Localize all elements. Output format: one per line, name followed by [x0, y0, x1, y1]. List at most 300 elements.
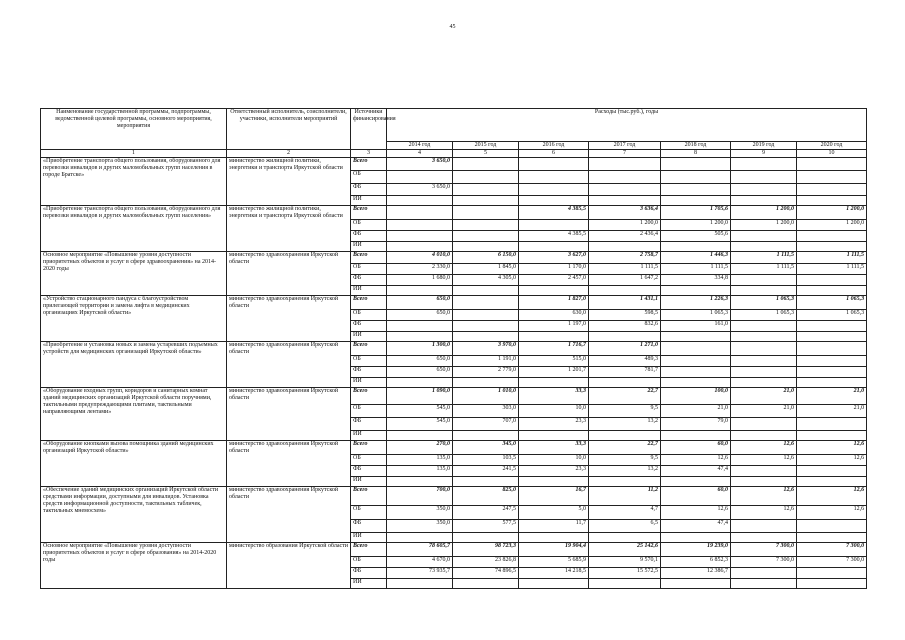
funding-source: ИИ — [351, 378, 387, 388]
funding-source: ОБ — [351, 506, 387, 520]
expense-value — [519, 286, 589, 296]
activity-name: «Приобретение и установка новых и замена устаревших подъемных устройств для медицинских организаций Иркутской области» — [41, 342, 227, 388]
expense-value — [519, 431, 589, 441]
funding-source: ИИ — [351, 579, 387, 589]
expense-value: 5 685,9 — [519, 557, 589, 568]
expense-value: 505,6 — [661, 231, 731, 242]
expense-value — [519, 533, 589, 543]
expense-value — [797, 332, 867, 342]
expense-value: 135,0 — [387, 466, 453, 477]
expense-value — [453, 431, 519, 441]
expense-value — [387, 206, 453, 220]
responsible-executor: министерство здравоохранения Иркутской области — [227, 487, 351, 543]
expense-value — [661, 431, 731, 441]
funding-source: ОБ — [351, 455, 387, 466]
expense-value — [453, 206, 519, 220]
expense-value — [589, 171, 661, 184]
expense-value: 23,3 — [519, 466, 589, 477]
expense-value: 4 385,5 — [519, 231, 589, 242]
expense-value — [387, 242, 453, 252]
expense-value — [797, 356, 867, 367]
expense-value: 1 065,3 — [731, 296, 797, 310]
expense-value: 1 170,0 — [519, 264, 589, 275]
expense-value: 12,6 — [731, 506, 797, 520]
expense-value — [387, 220, 453, 231]
expense-value: 4 010,0 — [387, 252, 453, 264]
expense-value — [387, 533, 453, 543]
expense-value — [797, 286, 867, 296]
expense-value — [731, 184, 797, 196]
expense-value — [731, 231, 797, 242]
expense-value: 13,2 — [589, 466, 661, 477]
expense-value: 1 111,5 — [797, 264, 867, 275]
header-year: 2018 год — [661, 142, 731, 150]
expense-value — [731, 367, 797, 378]
funding-source: Всего — [351, 543, 387, 557]
expense-value: 489,3 — [589, 356, 661, 367]
expense-value — [731, 533, 797, 543]
expense-value: 10,0 — [519, 455, 589, 466]
header-year: 2017 год — [589, 142, 661, 150]
expense-value: 1 845,0 — [453, 264, 519, 275]
expense-value: 650,0 — [387, 310, 453, 321]
expense-value — [661, 196, 731, 206]
expense-value — [589, 477, 661, 487]
expense-value: 1 200,0 — [797, 206, 867, 220]
expense-value: 832,6 — [589, 321, 661, 332]
expense-value: 22,7 — [589, 441, 661, 455]
expense-value — [589, 158, 661, 171]
expense-value: 1 647,2 — [589, 275, 661, 286]
expenses-table — [40, 108, 867, 589]
expense-value: 21,0 — [797, 388, 867, 405]
header-year: 2016 год — [519, 142, 589, 150]
funding-source: ФБ — [351, 520, 387, 533]
expense-value: 1 010,0 — [453, 388, 519, 405]
expense-value — [661, 533, 731, 543]
funding-source: Всего — [351, 158, 387, 171]
expense-value — [453, 321, 519, 332]
expense-value — [519, 220, 589, 231]
expense-value — [387, 477, 453, 487]
expense-value: 7 300,0 — [797, 543, 867, 557]
expense-value — [731, 275, 797, 286]
column-number: 3 — [351, 150, 387, 158]
expense-value: 2 457,0 — [519, 275, 589, 286]
column-number: 4 — [387, 150, 453, 158]
expense-value: 303,0 — [453, 405, 519, 418]
table-row — [41, 296, 867, 310]
expense-value: 98 723,3 — [453, 543, 519, 557]
expense-value: 4,7 — [589, 506, 661, 520]
column-number: 9 — [731, 150, 797, 158]
expense-value — [661, 242, 731, 252]
expense-value: 9,5 — [589, 455, 661, 466]
funding-source: Всего — [351, 296, 387, 310]
expense-value: 700,0 — [387, 487, 453, 506]
funding-source: Всего — [351, 441, 387, 455]
expense-value: 78 605,7 — [387, 543, 453, 557]
responsible-executor: министерство образования Иркутской области — [227, 543, 351, 589]
expense-value: 1 111,5 — [797, 252, 867, 264]
expense-value: 12 386,7 — [661, 568, 731, 579]
expense-value — [589, 533, 661, 543]
expense-value: 10,0 — [519, 405, 589, 418]
expense-value — [797, 533, 867, 543]
expense-value: 1 271,0 — [589, 342, 661, 356]
expense-value: 9,5 — [589, 405, 661, 418]
expense-value — [387, 321, 453, 332]
funding-source: ОБ — [351, 557, 387, 568]
expense-value — [519, 171, 589, 184]
expense-value — [797, 275, 867, 286]
expense-value — [731, 332, 797, 342]
expense-value: 47,4 — [661, 520, 731, 533]
expense-value: 334,8 — [661, 275, 731, 286]
table-row — [41, 206, 867, 220]
expense-value: 6,5 — [589, 520, 661, 533]
funding-source: ОБ — [351, 171, 387, 184]
expense-value: 12,6 — [797, 506, 867, 520]
expense-value: 11,2 — [589, 487, 661, 506]
funding-source: ФБ — [351, 231, 387, 242]
expense-value — [731, 342, 797, 356]
table-body — [41, 158, 867, 589]
expense-value: 1 111,5 — [731, 252, 797, 264]
funding-source: Всего — [351, 342, 387, 356]
expense-value: 60,0 — [661, 441, 731, 455]
expense-value: 47,4 — [661, 466, 731, 477]
expense-value: 825,0 — [453, 487, 519, 506]
expense-value: 1 431,1 — [589, 296, 661, 310]
funding-source: ИИ — [351, 431, 387, 441]
funding-source: ИИ — [351, 332, 387, 342]
expense-value — [387, 196, 453, 206]
expense-value: 4 670,0 — [387, 557, 453, 568]
funding-source: ФБ — [351, 466, 387, 477]
expense-value — [797, 171, 867, 184]
expense-value: 2 436,4 — [589, 231, 661, 242]
expense-value — [797, 242, 867, 252]
page-number: 45 — [449, 24, 456, 30]
expense-value: 4 305,0 — [453, 275, 519, 286]
expense-value — [661, 342, 731, 356]
expense-value: 545,0 — [387, 418, 453, 431]
expense-value: 22,7 — [589, 388, 661, 405]
expense-value: 5,0 — [519, 506, 589, 520]
column-number: 5 — [453, 150, 519, 158]
expense-value: 1 680,0 — [387, 275, 453, 286]
expense-value — [731, 568, 797, 579]
expense-value: 2 758,7 — [589, 252, 661, 264]
column-number: 10 — [797, 150, 867, 158]
expense-value — [589, 378, 661, 388]
table-row — [41, 158, 867, 171]
expense-value — [797, 158, 867, 171]
expense-value: 33,3 — [519, 388, 589, 405]
activity-name: Основное мероприятие «Повышение уровня доступности приоритетных объектов и услуг в сфере образования» на 2014-2020 годы — [41, 543, 227, 589]
activity-name: «Оборудование кнопками вызова помощника зданий медицинских организаций Иркутской области» — [41, 441, 227, 487]
expense-value — [731, 477, 797, 487]
expense-value: 577,5 — [453, 520, 519, 533]
expense-value: 73 935,7 — [387, 568, 453, 579]
expense-value: 12,6 — [731, 455, 797, 466]
expense-value: 781,7 — [589, 367, 661, 378]
expense-value: 1 191,0 — [453, 356, 519, 367]
expense-value: 650,0 — [387, 296, 453, 310]
expense-value — [453, 332, 519, 342]
expense-value — [519, 579, 589, 589]
expense-value: 7 300,0 — [797, 557, 867, 568]
expense-value: 13,2 — [589, 418, 661, 431]
expense-value: 650,0 — [387, 367, 453, 378]
table-row — [41, 441, 867, 455]
expense-value: 3 650,0 — [387, 184, 453, 196]
header-responsible: Ответственный исполнитель, соисполнители, участники, исполнители мероприятий — [227, 109, 351, 150]
expense-value: 545,0 — [387, 405, 453, 418]
expense-value — [453, 310, 519, 321]
expense-value: 1 111,5 — [661, 264, 731, 275]
expense-value: 21,0 — [731, 405, 797, 418]
expense-value — [731, 418, 797, 431]
expense-value — [661, 367, 731, 378]
expense-value — [589, 431, 661, 441]
expense-value — [731, 356, 797, 367]
expense-value: 1 090,0 — [387, 388, 453, 405]
table-row — [41, 388, 867, 405]
funding-source: ОБ — [351, 220, 387, 231]
expense-value: 1 200,0 — [661, 220, 731, 231]
expense-value — [519, 196, 589, 206]
expense-value: 1 446,3 — [661, 252, 731, 264]
funding-source: ИИ — [351, 477, 387, 487]
expense-value — [453, 184, 519, 196]
expense-value — [661, 171, 731, 184]
expense-value — [797, 378, 867, 388]
expense-value: 11,7 — [519, 520, 589, 533]
expense-value: 19 904,4 — [519, 543, 589, 557]
header-year: 2020 год — [797, 142, 867, 150]
expense-value: 12,6 — [731, 487, 797, 506]
activity-name: «Приобретение транспорта общего пользования, оборудованного для перевозки инвалидов и других маломобильных групп населения в городе Братске» — [41, 158, 227, 206]
activity-name: «Оборудование входных групп, коридоров и санитарных комнат зданий медицинских организаций Иркутской области поручнями, тактильными предупреждающими плитами, тактильными направляющими лентами» — [41, 388, 227, 441]
expense-value: 345,0 — [453, 441, 519, 455]
funding-source: ИИ — [351, 533, 387, 543]
expense-value: 1 200,0 — [797, 220, 867, 231]
expense-value: 247,5 — [453, 506, 519, 520]
expense-value — [661, 477, 731, 487]
expense-value — [589, 286, 661, 296]
funding-source: ФБ — [351, 367, 387, 378]
expense-value — [797, 520, 867, 533]
expense-value — [519, 378, 589, 388]
responsible-executor: министерство здравоохранения Иркутской области — [227, 342, 351, 388]
expense-value: 270,0 — [387, 441, 453, 455]
table-row — [41, 252, 867, 264]
funding-source: Всего — [351, 252, 387, 264]
expense-value: 1 111,5 — [731, 264, 797, 275]
expense-value — [589, 332, 661, 342]
expense-value: 60,0 — [661, 487, 731, 506]
expense-value — [797, 431, 867, 441]
expense-value: 350,0 — [387, 506, 453, 520]
funding-source: ОБ — [351, 264, 387, 275]
expense-value: 707,0 — [453, 418, 519, 431]
expense-value: 21,0 — [797, 405, 867, 418]
expense-value: 350,0 — [387, 520, 453, 533]
expense-value — [797, 466, 867, 477]
expense-value: 3 636,4 — [589, 206, 661, 220]
expense-value — [453, 231, 519, 242]
expense-value: 1 065,3 — [661, 310, 731, 321]
expense-value — [589, 579, 661, 589]
expense-value: 19 239,0 — [661, 543, 731, 557]
activity-name: «Обеспечение зданий медицинских организаций Иркутской области средствами информации, доступными для инвалидов. Установка средств информационной доступности, тактильных табличек, тактильных мнемосхем» — [41, 487, 227, 543]
expense-value — [731, 242, 797, 252]
header-name: Наименование государственной программы, подпрограммы, ведомственной целевой программы, основного мероприятия, мероприятия — [41, 109, 227, 150]
expense-value: 100,0 — [661, 388, 731, 405]
responsible-executor: министерство здравоохранения Иркутской области — [227, 252, 351, 296]
expense-value: 6 150,0 — [453, 252, 519, 264]
expense-value: 4 385,5 — [519, 206, 589, 220]
expense-value — [519, 477, 589, 487]
expense-value — [661, 184, 731, 196]
funding-source: ОБ — [351, 310, 387, 321]
expense-value — [661, 332, 731, 342]
expense-value: 12,6 — [731, 441, 797, 455]
expense-value: 12,6 — [797, 455, 867, 466]
expense-value: 14 218,5 — [519, 568, 589, 579]
header-year: 2014 год — [387, 142, 453, 150]
expense-value: 21,0 — [731, 388, 797, 405]
column-number: 7 — [589, 150, 661, 158]
activity-name: Основное мероприятие «Повышение уровня доступности приоритетных объектов и услуг в сфере здравоохранения» на 2014-2020 годы — [41, 252, 227, 296]
expense-value — [387, 378, 453, 388]
expense-value — [453, 378, 519, 388]
expense-value — [453, 286, 519, 296]
expense-value: 103,5 — [453, 455, 519, 466]
expense-value: 1 705,6 — [661, 206, 731, 220]
funding-source: ИИ — [351, 242, 387, 252]
expense-value — [731, 579, 797, 589]
expense-value: 21,0 — [661, 405, 731, 418]
expense-value: 515,0 — [519, 356, 589, 367]
expense-value: 9 570,1 — [589, 557, 661, 568]
expense-value: 16,7 — [519, 487, 589, 506]
table-row — [41, 543, 867, 557]
expense-value: 15 572,5 — [589, 568, 661, 579]
expense-value — [661, 158, 731, 171]
funding-source: ФБ — [351, 184, 387, 196]
column-number: 6 — [519, 150, 589, 158]
expense-value: 1 226,3 — [661, 296, 731, 310]
expense-value: 3 627,0 — [519, 252, 589, 264]
expense-value: 1 716,7 — [519, 342, 589, 356]
expense-value: 3 650,0 — [387, 158, 453, 171]
column-number: 1 — [41, 150, 227, 158]
funding-source: ФБ — [351, 275, 387, 286]
expense-value — [453, 196, 519, 206]
expense-value — [797, 342, 867, 356]
expense-value: 135,0 — [387, 455, 453, 466]
table-row — [41, 487, 867, 506]
expense-value: 23 826,8 — [453, 557, 519, 568]
expense-value: 1 827,0 — [519, 296, 589, 310]
expense-value: 12,6 — [797, 441, 867, 455]
header-sources: Источники финансирования — [351, 109, 387, 150]
column-number: 8 — [661, 150, 731, 158]
expense-value — [589, 196, 661, 206]
expense-value — [797, 367, 867, 378]
expense-value: 1 197,0 — [519, 321, 589, 332]
expense-value — [387, 286, 453, 296]
funding-source: ФБ — [351, 418, 387, 431]
column-number: 2 — [227, 150, 351, 158]
expense-value — [589, 184, 661, 196]
expense-value: 7 300,0 — [731, 543, 797, 557]
expense-value: 1 065,3 — [731, 310, 797, 321]
funding-source: ФБ — [351, 321, 387, 332]
expense-value: 1 300,0 — [387, 342, 453, 356]
expense-value: 1 111,5 — [589, 264, 661, 275]
responsible-executor: министерство жилищной политики, энергетики и транспорта Иркутской области — [227, 158, 351, 206]
expense-value: 23,3 — [519, 418, 589, 431]
expense-value — [519, 158, 589, 171]
expense-value: 630,0 — [519, 310, 589, 321]
responsible-executor: министерство здравоохранения Иркутской области — [227, 388, 351, 441]
expense-value — [519, 184, 589, 196]
expense-value: 161,0 — [661, 321, 731, 332]
funding-source: Всего — [351, 388, 387, 405]
expense-value — [731, 520, 797, 533]
funding-source: ИИ — [351, 196, 387, 206]
expense-value — [519, 242, 589, 252]
expense-value: 3 970,0 — [453, 342, 519, 356]
expense-value: 1 200,0 — [731, 206, 797, 220]
header-year: 2019 год — [731, 142, 797, 150]
expense-value: 74 896,5 — [453, 568, 519, 579]
expense-value — [731, 378, 797, 388]
activity-name: «Приобретение транспорта общего пользования, оборудованного для перевозки инвалидов и других маломобильных групп населения» — [41, 206, 227, 252]
expense-value — [661, 356, 731, 367]
table-row — [41, 342, 867, 356]
expense-value — [731, 321, 797, 332]
expense-value: 12,6 — [661, 455, 731, 466]
expense-value: 1 200,0 — [589, 220, 661, 231]
expense-value — [453, 220, 519, 231]
expense-value — [387, 579, 453, 589]
funding-source: ОБ — [351, 405, 387, 418]
expense-value — [453, 171, 519, 184]
expense-value — [731, 196, 797, 206]
expense-value — [797, 184, 867, 196]
expense-value — [731, 286, 797, 296]
activity-name: «Устройство стационарного пандуса с благоустройством прилегающей территории и замена лифта в медицинских организациях Иркутской области» — [41, 296, 227, 342]
expense-value — [797, 196, 867, 206]
expense-value — [797, 579, 867, 589]
expense-value — [387, 231, 453, 242]
expense-value — [661, 286, 731, 296]
expense-value: 7 300,0 — [731, 557, 797, 568]
funding-source: Всего — [351, 206, 387, 220]
expense-value: 1 201,7 — [519, 367, 589, 378]
expense-value — [387, 431, 453, 441]
expense-value: 2 779,0 — [453, 367, 519, 378]
expense-value — [589, 242, 661, 252]
expense-value — [519, 332, 589, 342]
expense-value — [661, 579, 731, 589]
expense-value — [797, 568, 867, 579]
